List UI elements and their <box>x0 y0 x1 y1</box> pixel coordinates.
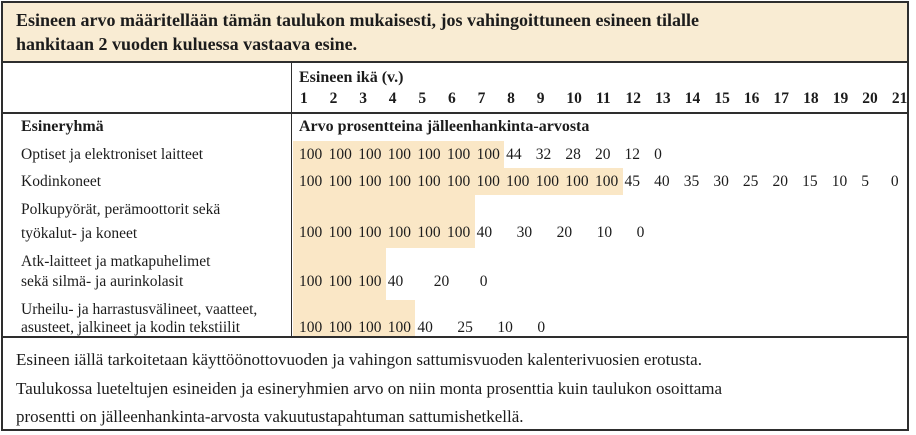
value-cell: 0 <box>537 319 546 336</box>
value-cell: 100 <box>328 224 352 241</box>
value-cell: 100 <box>387 146 412 163</box>
row-values <box>292 141 907 168</box>
age-column-numbers <box>297 88 907 110</box>
row-values <box>292 300 907 337</box>
footnote-line: Esineen iällä tarkoitetaan käyttöönottovuoden ja vahingon sattumisvuoden kalenterivuosien erotusta. <box>16 350 702 369</box>
footnote-line: prosentti on jälleenhankinta-arvosta vakuutustapahtuman sattumishetkellä. <box>16 407 524 426</box>
document-frame <box>1 1 909 431</box>
footnote-line: Taulukossa lueteltujen esineiden ja esineryhmien arvo on niin monta prosenttia kuin taulukon osoittama <box>16 378 723 398</box>
row-label-line: sekä silmä- ja aurinkolasit <box>21 273 184 290</box>
value-cell: 10 <box>497 319 513 336</box>
value-cell: 32 <box>535 146 552 163</box>
value-cell: 100 <box>358 173 382 190</box>
value-cell: 20 <box>772 173 788 190</box>
value-cell: 100 <box>446 224 471 241</box>
age-column-label: 7 <box>477 90 486 107</box>
footnote <box>3 338 907 432</box>
values-column-header: Arvo prosentteina jälleenhankinta-arvosta <box>299 118 590 135</box>
value-cell: 30 <box>516 224 533 241</box>
value-cell: 25 <box>742 173 759 190</box>
group-header-row <box>3 114 907 141</box>
value-cell: 0 <box>636 224 645 241</box>
value-cell: 25 <box>457 319 473 336</box>
age-column-label: 3 <box>359 90 367 107</box>
age-column-label: 10 <box>566 90 582 107</box>
value-cell: 20 <box>433 273 450 290</box>
value-cell: 35 <box>683 173 700 190</box>
value-cell: 10 <box>596 224 613 241</box>
row-values <box>292 168 907 195</box>
value-cell: 30 <box>713 173 729 190</box>
table-body <box>3 141 907 337</box>
age-column-label: 19 <box>832 90 849 107</box>
value-cell: 100 <box>328 173 352 190</box>
title-line: Esineen arvo määritellään tämän taulukon mukaisesti, jos vahingoittuneen esineen tilalle <box>16 10 700 30</box>
value-cell: 40 <box>654 173 670 190</box>
age-header-empty-cell <box>3 63 292 112</box>
value-cell: 12 <box>624 146 641 163</box>
value-cell: 10 <box>831 173 848 190</box>
value-cell: 100 <box>535 173 559 190</box>
age-header-cell <box>292 63 907 112</box>
value-cell: 0 <box>654 146 662 163</box>
row-label-line: työkalut- ja koneet <box>21 224 138 242</box>
table-row <box>3 141 907 168</box>
value-cell: 100 <box>387 173 412 190</box>
age-column-label: 21 <box>891 90 907 107</box>
age-column-label: 8 <box>507 90 515 107</box>
table-row <box>3 248 907 300</box>
value-cell: 100 <box>299 224 323 241</box>
value-cell: 100 <box>387 319 412 336</box>
value-cell: 100 <box>594 173 619 190</box>
age-column-label: 6 <box>447 90 456 107</box>
value-cell: 100 <box>328 319 352 336</box>
value-cell: 40 <box>387 273 404 290</box>
value-cell: 100 <box>387 224 412 241</box>
value-cell: 100 <box>358 319 382 336</box>
age-column-label: 15 <box>714 90 730 107</box>
value-cell: 0 <box>890 173 899 190</box>
row-values-line <box>297 141 907 168</box>
row-label-line: Polkupyörät, perämoottorit sekä <box>21 201 221 218</box>
value-cell: 40 <box>417 319 433 336</box>
age-column-label: 4 <box>388 90 397 107</box>
row-values-line <box>297 319 907 337</box>
column-divider <box>291 63 292 336</box>
value-cell: 100 <box>446 173 471 190</box>
value-cell: 100 <box>299 146 323 163</box>
age-header-label: Esineen ikä (v.) <box>299 69 404 86</box>
value-cell: 100 <box>417 224 441 241</box>
value-cell: 100 <box>506 173 530 190</box>
value-cell: 100 <box>328 146 352 163</box>
value-cell: 40 <box>476 224 493 241</box>
value-cell: 20 <box>556 224 573 241</box>
table-row <box>3 300 907 337</box>
value-cell: 100 <box>476 173 500 190</box>
age-column-label: 11 <box>595 90 611 107</box>
row-values-line <box>297 168 907 195</box>
value-cell: 100 <box>446 146 471 163</box>
age-column-label: 18 <box>803 90 819 107</box>
age-column-label: 2 <box>329 90 338 107</box>
value-cell: 100 <box>299 319 323 336</box>
value-cell: 100 <box>328 273 352 290</box>
value-cell: 100 <box>299 173 323 190</box>
value-cell: 100 <box>565 173 589 190</box>
age-header-row <box>3 63 907 112</box>
row-label-line: Kodinkoneet <box>21 173 102 190</box>
row-label-line: Atk-laitteet ja matkapuhelimet <box>21 253 211 270</box>
age-column-label: 13 <box>655 90 671 107</box>
table-row <box>3 168 907 195</box>
value-cell: 100 <box>417 173 441 190</box>
value-cell: 100 <box>476 146 500 163</box>
title-line: hankitaan 2 vuoden kuluessa vastaava esine. <box>16 33 358 54</box>
row-label-line: asusteet, jalkineet ja kodin tekstiilit <box>21 319 241 336</box>
title-band <box>3 3 907 63</box>
age-column-label: 17 <box>773 90 789 107</box>
row-label <box>3 141 292 168</box>
age-column-label: 1 <box>300 90 308 107</box>
group-column-header: Esineryhmä <box>21 118 104 135</box>
row-label <box>3 168 292 195</box>
age-column-label: 9 <box>536 90 545 107</box>
age-column-label: 14 <box>684 90 701 107</box>
row-values-line <box>297 272 907 292</box>
value-cell: 15 <box>802 173 818 190</box>
row-values <box>292 248 907 300</box>
value-cell: 100 <box>417 146 441 163</box>
value-cell: 20 <box>594 146 611 163</box>
row-label-line: Urheilu- ja harrastusvälineet, vaatteet, <box>21 301 258 318</box>
value-cell: 100 <box>299 273 323 290</box>
value-cell: 100 <box>358 273 382 290</box>
value-cell: 5 <box>861 173 870 190</box>
age-column-label: 20 <box>862 90 878 107</box>
row-label-line: Optiset ja elektroniset laitteet <box>21 146 204 163</box>
age-column-label: 16 <box>743 90 760 107</box>
depreciation-table <box>3 63 907 338</box>
age-column-label: 5 <box>418 90 427 107</box>
row-values <box>292 195 907 248</box>
value-cell: 100 <box>358 146 382 163</box>
row-label <box>3 195 292 248</box>
row-label <box>3 300 292 337</box>
table-row <box>3 195 907 248</box>
value-cell: 45 <box>624 173 641 190</box>
value-cell: 28 <box>565 146 581 163</box>
row-label <box>3 248 292 300</box>
value-cell: 44 <box>506 146 522 163</box>
age-column-label: 12 <box>625 90 642 107</box>
value-cell: 0 <box>479 273 488 290</box>
value-cell: 100 <box>358 224 382 241</box>
row-values-line <box>297 221 907 245</box>
